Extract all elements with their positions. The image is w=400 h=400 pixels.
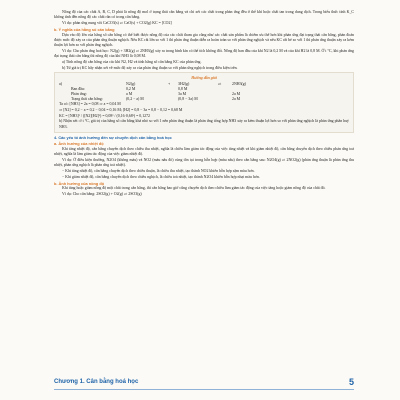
paragraph-concentration: Khi tăng hoặc giảm nồng độ một chất trong cân bằng, thì cân bằng bao giờ cũng chuyển dịch theo chiều làm giảm tác động của việc tăng hoặc giảm nồng độ của chất đó. (62, 186, 326, 191)
solution-line-kc: KC = [NH3]² / ([N2][H2]³) = 0,08² / (0,16·0,68³) = 0,1272 (59, 113, 150, 118)
example-nh3: Ví dụ: Cho phản ứng hoá học: N2(g) + 3H2(g) ⇌ 2NH3(g) xảy ra trong bình kín có thể tích không đổi. Nồng độ ban đầu của khí N2 là 0,2 M và của khí H2 là 0,8 M. Ở t °C, khi phản ứng đạt trạng thái cân bằng thì nồng độ của khí NH3 là 0,08 M. (54, 48, 354, 58)
equation-cell: (0,8 − 3a) M (178, 97, 198, 101)
paragraph-temperature: Khi tăng nhiệt độ, cân bằng chuyển dịch theo chiều thu nhiệt, nghĩa là chiều làm giảm tác động của việc tăng nhiệt và khi giảm nhiệt độ, cân bằng chuyển dịch theo chiều phản ứng toả nhiệt, nghĩa là làm giảm tác động của việc giảm nhiệt độ. (54, 146, 354, 157)
equation-cell: 2NH3(g) (232, 82, 247, 86)
equation-cell: 3H2(g) (178, 82, 190, 86)
example-no2: Ví dụ: Ở điều kiện thường, N2O4 (không màu) và NO2 (màu nâu đỏ) cùng tồn tại trong hỗn hợp (màu nâu) theo cân bằng sau: N2O4(g) ⇌ 2NO2(g) (phản ứng thuận là phản ứng thu nhiệt, phản ứng nghịch là phản ứng toả nhiệt). (54, 157, 354, 168)
equation-cell: (0,2 − a) M (126, 97, 144, 101)
equation-cell: 0,2 M (126, 87, 136, 91)
equation-label: a) (59, 82, 63, 86)
question-b: b) Từ giá trị KC hãy nhận xét về mức độ xảy ra của phản ứng thuận so với phản ứng nghịch trong điều kiện trên. (62, 65, 238, 70)
equation-cell: a M (126, 92, 133, 96)
solution-box (54, 72, 354, 134)
page-footer (54, 377, 354, 387)
equation-cell: 2a M (232, 97, 241, 101)
solution-line-a: Ta có: [NH3] = 2a = 0,08 ⇒ a = 0,04 M (59, 102, 121, 106)
bullet-increase-temp: − Khi tăng nhiệt độ, cân bằng chuyển dịch theo chiều thuận, là chiều thu nhiệt, tạo thành NO2 khiến hỗn hợp sậm màu hơn. (62, 168, 255, 173)
equation-cell: N2(g) (126, 82, 136, 86)
bullet-decrease-temp: − Khi giảm nhiệt độ, cân bằng chuyển dịch theo chiều nghịch, là chiều toả nhiệt, tạo thành N2O4 khiến hỗn hợp nhạt màu hơn. (62, 174, 260, 179)
equation-cell: ⇌ (218, 82, 222, 86)
chapter-title: Chương 1. Cân bằng hoá học (54, 379, 139, 385)
heading-concentration: b. Ảnh hưởng của nồng độ (54, 180, 105, 186)
heading-temperature: a. Ảnh hưởng của nhiệt độ (54, 141, 104, 147)
question-a: a) Tính nồng độ cân bằng của các khí N2, H2 và tính hằng số cân bằng KC của phản ứng. (62, 59, 202, 64)
solution-line-concentrations: ⇒ [N2] = 0,2 − a = 0,2 − 0,04 = 0,16 M; [H2] = 0,8 − 3a = 0,8 − 0,12 = 0,68 M (59, 107, 183, 112)
equation-row-label: Trạng thái cân bằng: (71, 97, 103, 101)
equation-cell: 3a M (178, 92, 187, 96)
equation-row-label: Phản ứng: (71, 92, 87, 96)
footer-divider (54, 389, 354, 390)
paragraph-meaning-kc: Dựa vào độ lớn của hằng số cân bằng có thể biết được nồng độ của các chất tham gia cũng như các chất sản phẩm là chiếm ưu thế hơn khi phản ứng đạt trạng thái cân bằng, phản đoán được mức độ xảy ra của phản ứng thuận nghịch. Nếu KC rất lớn so với 1 thì phản ứng thuận diễn ra hoàn toàn so với phản ứng nghịch và nếu KC rất bé so với 1 thì phản ứng thuận xảy ra kém thuận lợi hơn so với phản ứng nghịch. (54, 32, 354, 47)
equation-cell: + (168, 82, 171, 86)
solution-line-b: b) Nhận xét: ở t °C, giá trị của hằng số cân bằng khá nhỏ so với 1 nên phản ứng thuận là phản ứng tổng hợp NH3 xảy ra kém thuận lợi hơn so với phản ứng nghịch là phản ứng phân huỷ NH3. (59, 119, 349, 129)
solution-title: Hướng dẫn giải (191, 75, 217, 80)
example-caco3: Ví dụ: phản ứng nung vôi CaCO3(s) ⇌ CaO(s) + CO2(g) KC = [CO2] (62, 21, 172, 25)
equation-row-label: Ban đầu: (71, 87, 85, 91)
page-number: 5 (348, 377, 354, 387)
heading-factors: 4. Các yếu tố ảnh hưởng đến sự chuyển dịch cân bằng hoá học (54, 135, 172, 141)
page-content (54, 10, 354, 198)
equation-cell: 0,8 M (178, 87, 188, 91)
paragraph-concentration-note: Nồng độ của các chất A, B, C, D phải là nồng độ mol ở trạng thái cân bằng và chỉ xét các chất trong phản ứng đều ở thể khí hoặc chất tan trong dung dịch. Trong biểu thức tính K_C không tính đến nồng độ các chất rắn có trong cân bằng. (54, 10, 354, 20)
heading-meaning-kc: b. Ý nghĩa của hằng số cân bằng (54, 26, 115, 32)
equation-cell: 2a M (232, 92, 241, 96)
example-so3: Ví dụ: Cho cân bằng: 2SO2(g) + O2(g) ⇌ 2SO3(g) (62, 192, 142, 197)
